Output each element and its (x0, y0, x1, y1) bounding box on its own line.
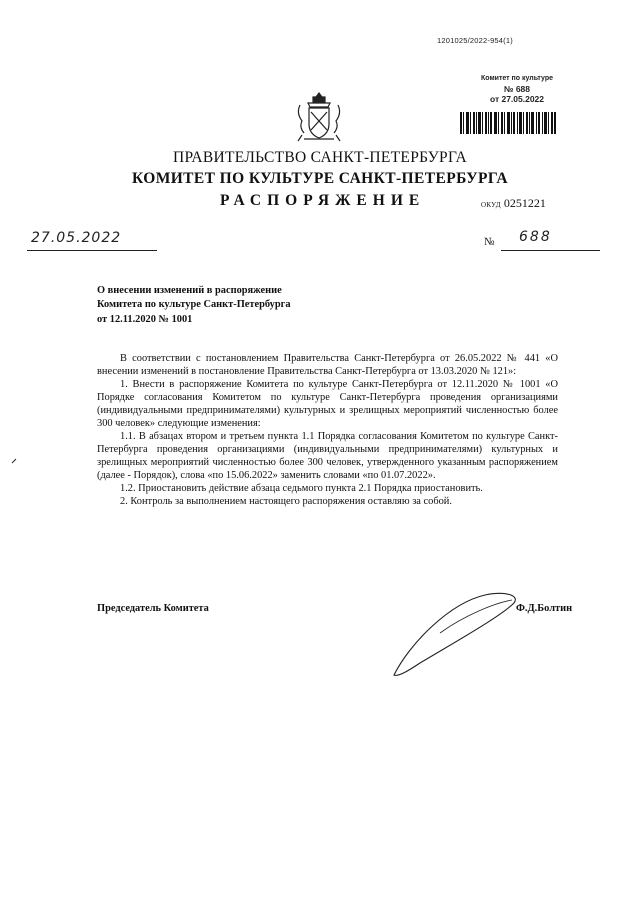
barcode (460, 112, 556, 134)
document-body (97, 352, 558, 508)
body-paragraph-item-1-1: 1.1. В абзацах втором и третьем пункта 1.1 Порядка согласования Комитетом по культуре Санкт-Петербурга проведения организациями (индивидуальными предпринимателями) культурных и зрелищных мероприятий численностью более 300 человек, утвержденного указанным распоряжением (далее - Порядок), слова «по 15.06.2022» заменить словами «по 01.07.2022». (97, 431, 558, 481)
number-label: № (484, 236, 495, 248)
stamp-number: № 688 (503, 84, 531, 94)
signatory-position: Председатель Комитета (97, 603, 209, 614)
government-heading: ПРАВИТЕЛЬСТВО САНКТ-ПЕТЕРБУРГА (172, 149, 468, 166)
handwritten-date: 27.05.2022 (31, 230, 122, 246)
stamp-date: от 27.05.2022 (489, 94, 545, 104)
committee-heading: КОМИТЕТ ПО КУЛЬТУРЕ САНКТ-ПЕТЕРБУРГА (131, 170, 509, 187)
margin-mark-icon (11, 457, 19, 465)
subject-line: от 12.11.2020 № 1001 (97, 313, 193, 325)
body-paragraph-item-1-2: 1.2. Приостановить действие абзаца седьмого пункта 2.1 Порядка приостановить. (120, 483, 483, 494)
coat-of-arms-icon (294, 91, 344, 145)
subject-line: Комитета по культуре Санкт-Петербурга (97, 299, 291, 311)
subject-line: О внесении изменений в распоряжение (97, 285, 282, 296)
document-subject (97, 284, 291, 327)
stamp-org: Комитет по культуре (481, 75, 553, 82)
okud-label: ОКУД (481, 201, 501, 209)
body-paragraph-item-1: 1. Внести в распоряжение Комитета по культуре Санкт-Петербурга от 12.11.2020 № 1001 «О Порядке согласования Комитетом по культуре Санкт-Петербурга проведения организациями (индивидуальными предпринимателями) культурных и зрелищных мероприятий численностью более 300 человек» следующие изменения: (97, 379, 558, 429)
handwritten-number: 688 (519, 229, 552, 245)
signatory-name: Ф.Д.Болтин (516, 603, 573, 614)
document-type-heading: РАСПОРЯЖЕНИЕ (220, 192, 426, 209)
body-paragraph-item-2: 2. Контроль за выполнением настоящего распоряжения оставляю за собой. (120, 496, 452, 507)
handwritten-signature (380, 583, 530, 683)
document-registration-code: 1201025/2022-954(1) (437, 36, 513, 45)
registration-stamp (478, 74, 556, 104)
body-paragraph-preamble: В соответствии с постановлением Правительства Санкт-Петербурга от 26.05.2022 № 441 «О внесении изменений в постановление Правительства Санкт-Петербурга от 13.03.2020 № 121»: (97, 353, 558, 377)
okud-code (481, 196, 546, 211)
okud-value: 0251221 (503, 196, 546, 210)
